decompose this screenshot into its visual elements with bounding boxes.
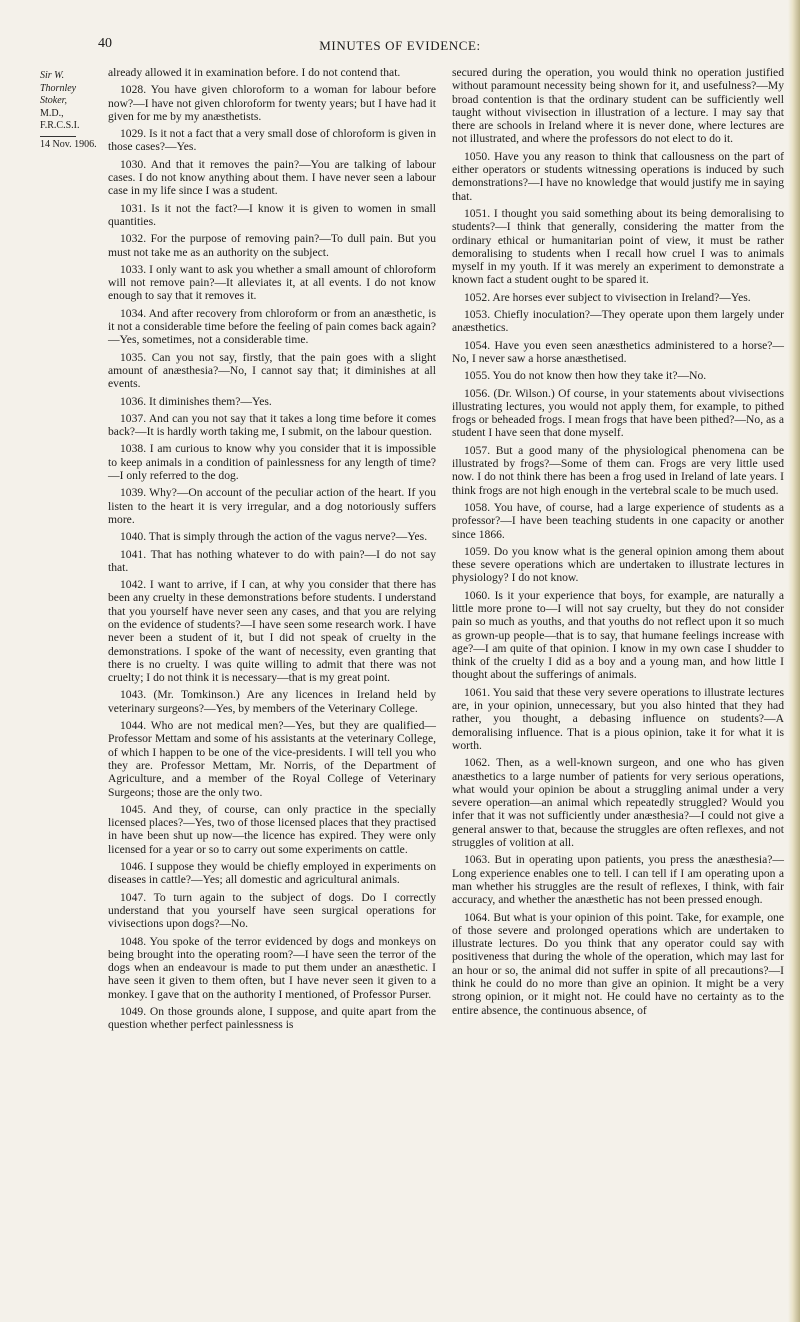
evidence-paragraph: 1057. But a good many of the physiological phenomena can be illustrated by frogs?—Some of them can. Frogs are very little used now. I do not think there has been a frog used in Ireland of late years. I think frogs are not high enough in the vertebral scale to be much used. <box>452 443 784 497</box>
evidence-paragraph: 1040. That is simply through the action of the vagus nerve?—Yes. <box>120 530 428 544</box>
evidence-paragraph: 1048. You spoke of the terror evidenced by dogs and monkeys on being brought into the operating room?—I have seen the terror of the dogs when an endeavour is made to put them under an anæsthetic. I have seen it given to them often, but I have never seen it given to a monkey. I gave that on the authority I mentioned, of Professor Purser. <box>108 934 436 1001</box>
evidence-paragraph: 1037. And can you not say that it takes a long time before it comes back?—It is hardly worth taking me, I submit, on the labour question. <box>108 411 436 439</box>
evidence-paragraph: 1044. Who are not medical men?—Yes, but they are qualified—Professor Mettam and some of his assistants at the veterinary College, of which I happen to be one of the vice-presidents. I will tell you who they are. Professor Mettam, Mr. Norris, of the Department of Agriculture, and a member of the Royal College of Veterinary Surgeons; those are the only two. <box>108 719 436 799</box>
evidence-paragraph: 1058. You have, of course, had a large experience of students as a professor?—I have been teaching students in one capacity or another since 1866. <box>452 500 784 541</box>
evidence-paragraph: 1029. Is it not a fact that a very small dose of chloroform is given in those cases?—Yes. <box>108 127 436 154</box>
evidence-paragraph: 1041. That has nothing whatever to do with pain?—I do not say that. <box>108 547 436 574</box>
evidence-paragraph: 1034. And after recovery from chloroform or from an anæsthetic, is it not a considerable time before the feeling of pain comes back again?—Yes, sometimes, not a considerable time. <box>108 306 436 347</box>
evidence-paragraph: 1052. Are horses ever subject to vivisection in Ireland?—Yes. <box>464 290 751 304</box>
hearing-date: 14 Nov. 1906. <box>40 138 97 150</box>
witness-sidenote <box>40 70 100 151</box>
witness-last-name: Stoker, <box>40 95 67 106</box>
evidence-paragraph: 1043. (Mr. Tomkinson.) Are any licences in Ireland held by veterinary surgeons?—Yes, by members of the Veterinary College. <box>108 688 436 715</box>
evidence-paragraph: 1028. You have given chloroform to a woman for labour before now?—I have not given chloroform for twenty years; but I have had it given for me by my anæsthetists. <box>108 83 436 123</box>
evidence-paragraph: 1059. Do you know what is the general opinion among them about these severe operations which are undertaken to illustrate lectures in physiology? I do not know. <box>452 544 784 585</box>
evidence-paragraph: 1054. Have you even seen anæsthetics administered to a horse?—No, I never saw a horse anæsthetised. <box>452 338 784 365</box>
page-number: 40 <box>98 36 112 51</box>
page-edge-shadow <box>788 0 800 1322</box>
evidence-paragraph: 1053. Chiefly inoculation?—They operate upon them largely under anæsthetics. <box>452 308 784 335</box>
evidence-paragraph: 1036. It diminishes them?—Yes. <box>120 394 272 408</box>
evidence-paragraph: 1060. Is it your experience that boys, for example, are naturally a little more prone to—I will not say cruelty, but they do not consider pain so much as youths, and that youths do not reflect upon it so much as grown-up people—that is to say, that humane feelings increase with age?—I am quite of that opinion. I know in my own case I shudder to think of the cruelty I did as a boy and a young man, and how little I thought about the sufferings of animals. <box>452 588 784 682</box>
evidence-paragraph: 1046. I suppose they would be chiefly employed in experiments on diseases in cattle?—Yes; all domestic and agricultural animals. <box>108 860 436 887</box>
evidence-paragraph: already allowed it in examination before. I do not contend that. <box>108 66 401 79</box>
evidence-paragraph: 1033. I only want to ask you whether a small amount of chloroform will not remove pain?—It alleviates it, at all events. I do not know enough to say that it removes it. <box>108 262 436 303</box>
evidence-paragraph: 1030. And that it removes the pain?—You are talking of labour cases. I do not know anything about them. I have never seen a labour case in my life since I was a student. <box>108 157 436 198</box>
evidence-paragraph: secured during the operation, you would think no operation justified without paramount necessity being shown for it, and usefulness?—My broad contention is that the ordinary student can be sufficiently well taught without vivisection in illustration of a lecture. I may say that there are schools in Ireland where it is never done, where lectures are not illustrated, and where the professors do not elect to do it. <box>452 66 784 146</box>
evidence-paragraph: 1035. Can you not say, firstly, that the pain goes with a slight amount of anæsthesia?—No, I cannot say that; it diminishes at all events. <box>108 350 436 391</box>
evidence-paragraph: 1055. You do not know then how they take it?—No. <box>464 369 707 383</box>
evidence-paragraph: 1064. But what is your opinion of this point. Take, for example, one of those severe and prolonged operations which are undertaken to illustrate lectures. Do you think that any operator could say with positiveness that during the whole of the operation, which may last for an hour or so, the animal did not suffer in spite of all precautions?—I think he could do no more than give an opinion. It might be a very strong opinion, or it might not. He could have no certainty as to the entire absence, the continuous absence, of <box>452 910 784 1017</box>
evidence-paragraph: 1061. You said that these very severe operations to illustrate lectures are, in your opinion, unnecessary, but you also hinted that they had rather, you thought, a debasing influence on students?—A demoralising influence. That is a pious opinion, take it for what it is worth. <box>452 685 784 752</box>
evidence-paragraph: 1049. On those grounds alone, I suppose, and quite apart from the question whether perfect painlessness is <box>108 1005 436 1032</box>
evidence-paragraph: 1063. But in operating upon patients, you press the anæsthesia?—Long experience enables one to tell. I can tell if I am operating upon a man whether his struggles are the result of reflexes, I think, with fair accuracy, and whether the anæsthetic has not been pressed enough. <box>452 853 784 907</box>
sidenote-rule <box>40 136 76 137</box>
evidence-paragraph: 1032. For the purpose of removing pain?—To dull pain. But you must not take me as an authority on the subject. <box>108 232 436 259</box>
evidence-paragraph: 1045. And they, of course, can only practice in the specially licensed places?—Yes, two of those licensed places that they practised in have been shut up now—the licence has expired. They were only licensed for a year or so to carry out some experiments on cattle. <box>108 802 436 856</box>
evidence-paragraph: 1039. Why?—On account of the peculiar action of the heart. If you listen to the heart it is very irregular, and a dog notoriously suffers more. <box>108 486 436 526</box>
evidence-paragraph: 1050. Have you any reason to think that callousness on the part of either operators or students witnessing operations is induced by such demonstrations?—I have no knowledge that would justify me in saying that. <box>452 149 784 203</box>
evidence-paragraph: 1031. Is it not the fact?—I know it is given to women in small quantities. <box>108 201 436 228</box>
evidence-paragraph: 1047. To turn again to the subject of dogs. Do I correctly understand that you yourself have seen surgical operations for vivisections upon dogs?—No. <box>108 890 436 931</box>
evidence-paragraph: 1062. Then, as a well-known surgeon, and one who has given anæsthetics to a large number of patients for very serious operations, what would your opinion be about a struggling animal under a very severe operation—an animal which repeatedly struggled? Would you infer that it was not sufficiently under anæsthesia?—I could not give a general answer to that, because the struggles are often reflexes, and not struggles of volition at all. <box>452 756 784 850</box>
witness-title: Sir W. <box>40 70 65 81</box>
left-column <box>108 66 436 1036</box>
witness-first-name: Thornley <box>40 82 77 94</box>
witness-degree: M.D., <box>40 107 64 119</box>
evidence-paragraph: 1056. (Dr. Wilson.) Of course, in your statements about vivisections illustrating lectures, you would not apply them, for example, to pithed frogs or beheaded frogs. I mean frogs that have been pithed?—No, as a student I have seen that done myself. <box>452 386 784 440</box>
evidence-paragraph: 1042. I want to arrive, if I can, at why you consider that there has been any cruelty in these demonstrations before students. I understand that you yourself have never seen any cases, and that you are relying on the evidence of students?—I have seen some research work. I have never been a student of it, but I did not speak of cruelty in the demonstrations. I spoke of the want of necessity, even granting that there is no cruelty. I was quite willing to admit that there was not cruelty; I do not think it is necessary—that is my great point. <box>108 578 436 685</box>
witness-degree: F.R.C.S.I. <box>40 120 80 131</box>
running-title: MINUTES OF EVIDENCE: <box>319 38 481 53</box>
right-column <box>452 66 784 1021</box>
evidence-paragraph: 1051. I thought you said something about its being demoralising to students?—I think that generally, considering the matter from the ordinary ethical or humanitarian point of view, it must be rather demoralising to students when I recall how cruel I was to animals myself in my youth. If it was merely an experiment to demonstrate a known fact a student ought to be spared it. <box>452 206 784 287</box>
page-header <box>0 36 800 56</box>
evidence-paragraph: 1038. I am curious to know why you consider that it is impossible to keep animals in a condition of painlessness for any length of time?—I only referred to the dog. <box>108 442 436 483</box>
